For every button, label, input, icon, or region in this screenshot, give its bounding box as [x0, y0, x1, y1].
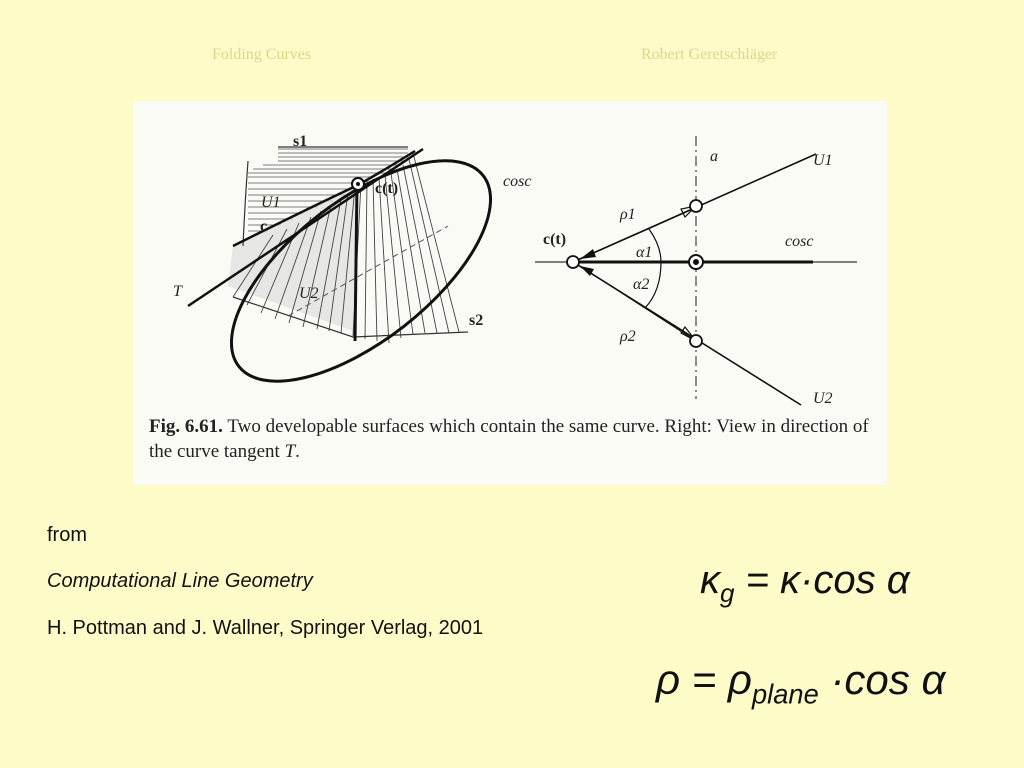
- header-author: Robert Geretschläger: [641, 46, 778, 63]
- citation-title: Computational Line Geometry: [47, 570, 313, 592]
- caption-end: .: [295, 441, 300, 462]
- caption-label: Fig. 6.61.: [149, 416, 223, 437]
- label-rho1: ρ1: [620, 206, 636, 223]
- formula-2-sub: plane: [751, 678, 819, 710]
- header-title: Folding Curves: [212, 46, 312, 63]
- label-u2-right: U2: [813, 390, 833, 407]
- label-u1-right: U1: [813, 152, 833, 169]
- right-diagram: [535, 136, 857, 407]
- figure-caption: [149, 414, 879, 464]
- label-alpha1: α1: [636, 244, 653, 261]
- label-cosc-right: cosc: [785, 233, 814, 250]
- citation-from: from: [47, 524, 87, 546]
- formula-1-sub: g: [720, 578, 735, 609]
- label-u1: U1: [261, 194, 281, 211]
- formula-1-lhs: κ: [700, 558, 720, 602]
- label-c: c: [260, 218, 268, 235]
- label-rho2: ρ2: [620, 328, 636, 345]
- formula-radius: [656, 656, 945, 711]
- label-t: T: [173, 283, 182, 300]
- formula-geodesic-curvature: [700, 558, 910, 609]
- formula-2-rhs: ·cos α: [818, 656, 946, 703]
- formula-2-lhs: ρ = ρ: [656, 656, 752, 703]
- label-a: a: [710, 148, 718, 165]
- figure-diagram: [133, 101, 887, 411]
- label-ct: c(t): [375, 180, 399, 197]
- label-s2: s2: [469, 312, 484, 329]
- label-s1: s1: [293, 133, 308, 150]
- caption-symbol: T: [284, 441, 296, 462]
- label-u2: U2: [299, 285, 319, 302]
- label-ct-right: c(t): [543, 231, 567, 248]
- figure-image: [133, 101, 887, 485]
- label-cosc-left: cosc: [503, 173, 532, 190]
- left-diagram: [173, 120, 531, 411]
- caption-text: Two developable surfaces which contain the same curve. Right: View in direction of the curve tangent: [149, 416, 869, 462]
- citation-authors: H. Pottman and J. Wallner, Springer Verlag, 2001: [47, 617, 484, 639]
- formula-1-rhs: = κ·cos α: [734, 558, 910, 602]
- label-alpha2: α2: [633, 276, 650, 293]
